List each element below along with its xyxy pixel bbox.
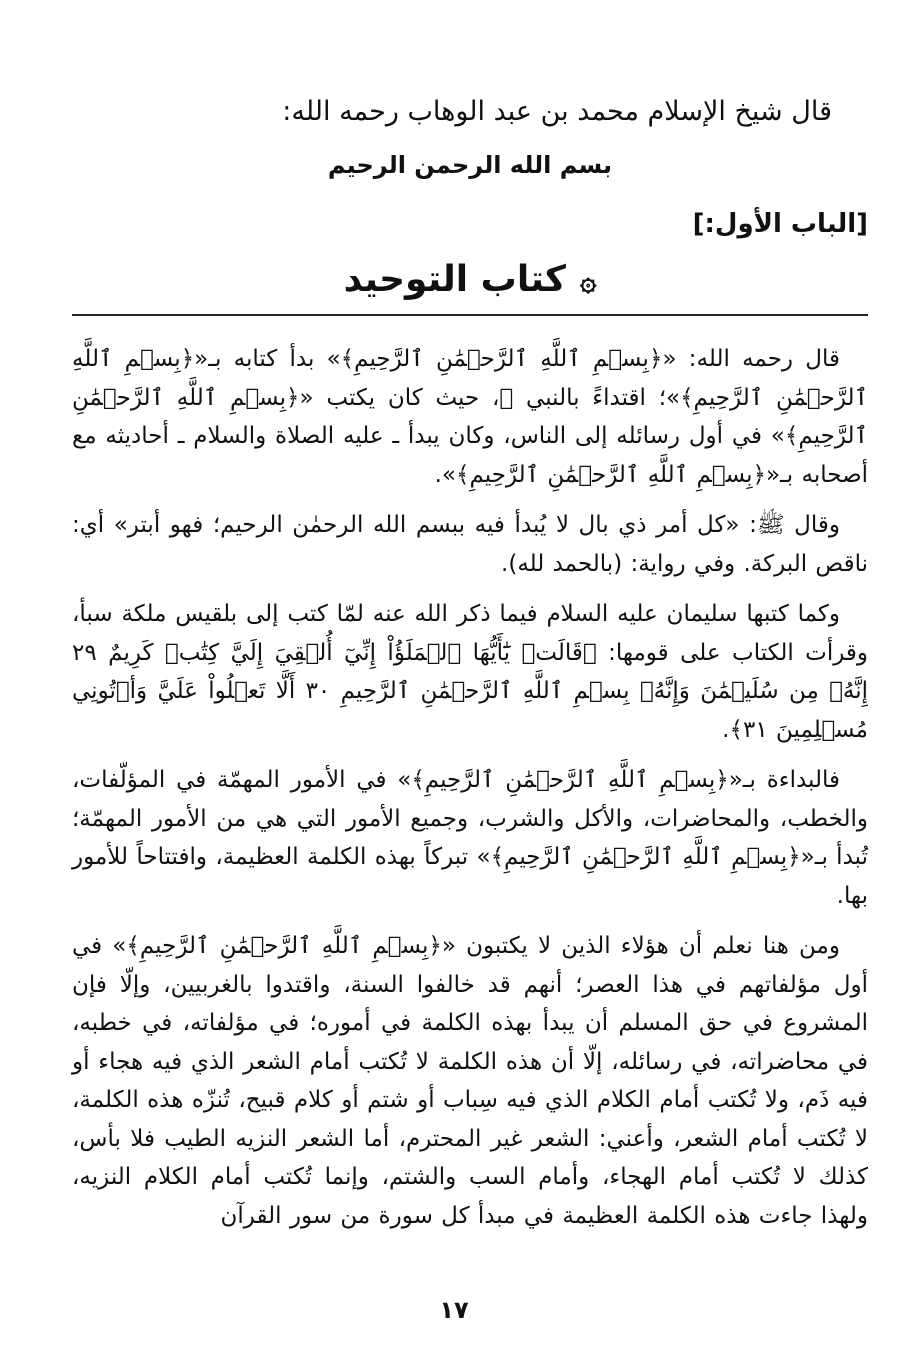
- paragraph: فالبداءة بـ«﴿بِسۡمِ ٱللَّهِ ٱلرَّحۡمَٰنِ ٱلرَّحِيمِ﴾» في الأمور المهمّة في المؤلّفات، والخطب، والمحاضرات، والأكل والشرب، وجميع الأمور التي هي من الأمور المهمّة؛ تُبدأ بـ«﴿بِسۡمِ ٱللَّهِ ٱلرَّحۡمَٰنِ ٱلرَّحِيمِ﴾» تبركاً بهذه الكلمة العظيمة، وافتتاحاً للأمور بها.: [72, 767, 868, 909]
- book-title-text: كتاب التوحيد: [343, 259, 566, 300]
- paragraph: وكما كتبها سليمان عليه السلام فيما ذكر الله عنه لمّا كتب إلى بلقيس ملكة سبأ، وقرأت الكتاب على قومها: ﴿قَالَتۡ يَٰٓأَيُّهَا ٱلۡمَلَؤُاْ إِنِّيٓ أُلۡقِيَ إِلَيَّ كِتَٰبٞ كَرِيمٌ ٢٩ إِنَّهُۥ مِن سُلَيۡمَٰنَ وَإِنَّهُۥ بِسۡمِ ٱللَّهِ ٱلرَّحۡمَٰنِ ٱلرَّحِيمِ ٣٠ أَلَّا تَعۡلُواْ عَلَيَّ وَأۡتُونِي مُسۡلِمِينَ ٣١﴾.: [72, 601, 868, 743]
- paragraph: وقال ﷺ: «كل أمر ذي بال لا يُبدأ فيه ببسم الله الرحمٰن الرحيم؛ فهو أبتر» أي: ناقص البركة. وفي رواية: (بالحمد لله).: [72, 512, 868, 577]
- title-divider: [72, 314, 868, 316]
- paragraph: ومن هنا نعلم أن هؤلاء الذين لا يكتبون «﴿بِسۡمِ ٱللَّهِ ٱلرَّحۡمَٰنِ ٱلرَّحِيمِ﴾» في أول مؤلفاتهم في هذا العصر؛ أنهم قد خالفوا السنة، واقتدوا بالغربيين، وإلّا فإن المشروع في حق المسلم أن يبدأ بهذه الكلمة في أموره؛ في مؤلفاته، في خطبه، في محاضراته، في رسائله، إلّا أن هذه الكلمة لا تُكتب أمام الشعر الذي فيه هجاء أو فيه ذَم، ولا تُكتب أمام الكلام الذي فيه سِباب أو شتم أو كلام قبيح، تُنزّه هذه الكلمة، لا تُكتب أمام الشعر، وأعني: الشعر غير المحترم، أما الشعر النزيه الطيب فلا بأس، كذلك لا تُكتب أمام الهجاء، وأمام السب والشتم، وإنما تُكتب أمام الكلام النزيه، ولهذا جاءت هذه الكلمة العظيمة في مبدأ كل سورة من سور القرآن: [72, 933, 868, 1229]
- basmala-heading: بسم الله الرحمن الرحيم: [327, 151, 612, 179]
- paragraph: قال رحمه الله: «﴿بِسۡمِ ٱللَّهِ ٱلرَّحۡمَٰنِ ٱلرَّحِيمِ﴾» بدأ كتابه بـ«﴿بِسۡمِ ٱللَّهِ ٱلرَّحۡمَٰنِ ٱلرَّحِيمِ﴾»؛ اقتداءً بالنبي ﷺ، حيث كان يكتب «﴿بِسۡمِ ٱللَّهِ ٱلرَّحۡمَٰنِ ٱلرَّحِيمِ﴾» في أول رسائله إلى الناس، وكان يبدأ ـ عليه الصلاة والسلام ـ أحاديثه مع أصحابه بـ«﴿بِسۡمِ ٱللَّهِ ٱلرَّحۡمَٰنِ ٱلرَّحِيمِ﴾».: [72, 346, 868, 488]
- intro-line: قال شيخ الإسلام محمد بن عبد الوهاب رحمه الله:: [282, 96, 832, 127]
- body-text: [72, 340, 868, 1247]
- page-number: ١٧: [439, 1296, 469, 1324]
- book-title: [72, 252, 868, 309]
- chapter-label: [الباب الأول:]: [692, 209, 868, 239]
- ornament-icon: ۞: [580, 264, 597, 297]
